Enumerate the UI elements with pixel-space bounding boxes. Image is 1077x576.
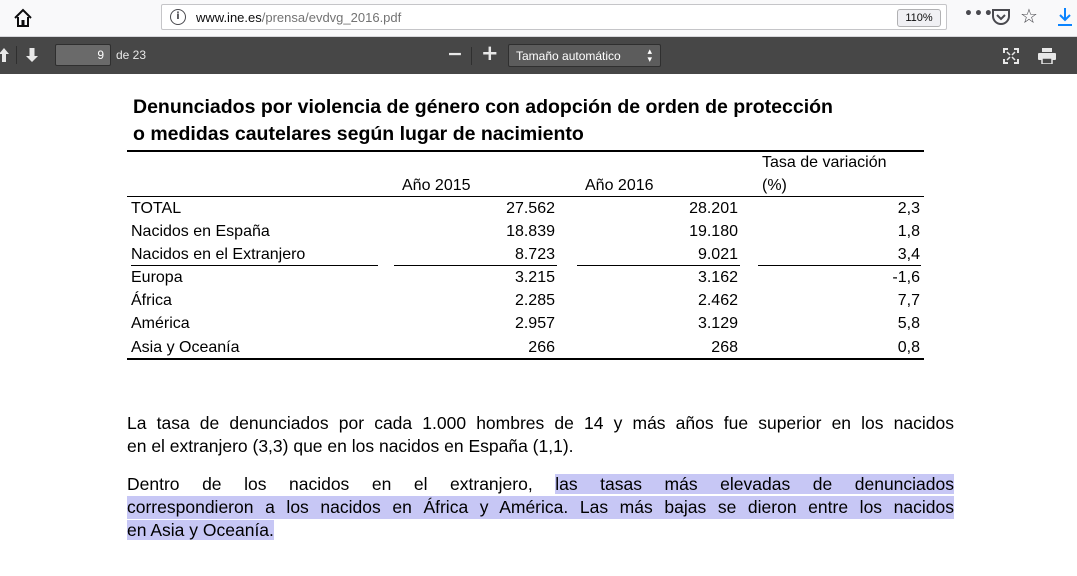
cell-variation: 2,3 — [897, 200, 920, 217]
table-bottom-rule — [127, 358, 924, 360]
paragraph-2-text: Dentro de los nacidos en el extranjero, — [127, 474, 556, 494]
paragraph-1 — [127, 412, 954, 458]
subtotal-rule-2015 — [394, 265, 557, 266]
cell-2015: 2.957 — [514, 315, 555, 332]
browser-toolbar — [0, 0, 1077, 37]
bookmark-star-icon[interactable]: ☆ — [1020, 4, 1038, 28]
print-icon[interactable] — [1038, 48, 1056, 64]
highlighted-text: correspondieron a los nacidos en África y América. Las más bajas se dieron entre los nacidos — [127, 497, 954, 517]
header-year-2015: Año 2015 — [402, 177, 471, 194]
row-label: TOTAL — [131, 200, 182, 217]
url-domain: www.ine.es — [196, 10, 262, 25]
toolbar-divider — [16, 46, 17, 64]
home-icon[interactable] — [12, 7, 34, 29]
subtotal-rule-label — [131, 265, 378, 266]
paragraph-1-line-1: La tasa de denunciados por cada 1.000 hombres de 14 y más años fue superior en los nacidos — [127, 413, 954, 433]
row-label: Asia y Oceanía — [131, 339, 240, 356]
subtotal-rule-2016 — [577, 265, 740, 266]
subtotal-rule-variation — [758, 265, 921, 266]
row-label: África — [131, 292, 172, 309]
previous-page-icon[interactable] — [0, 47, 10, 63]
zoom-select[interactable] — [508, 44, 661, 67]
presentation-mode-icon[interactable] — [1003, 48, 1019, 64]
cell-2016: 2.462 — [697, 292, 738, 309]
cell-variation: 3,4 — [897, 246, 920, 263]
row-label: América — [131, 315, 190, 332]
paragraph-2-line-1 — [127, 473, 954, 496]
cell-2016: 9.021 — [697, 246, 738, 263]
toolbar-divider — [471, 47, 472, 65]
zoom-out-icon[interactable]: − — [447, 43, 463, 65]
cell-2016: 3.129 — [697, 315, 738, 332]
cell-variation: -1,6 — [892, 269, 920, 286]
cell-2016: 268 — [711, 339, 738, 356]
header-variation-rate: Tasa de variación — [762, 154, 887, 171]
url-bar[interactable] — [161, 4, 947, 30]
row-label: Europa — [131, 269, 183, 286]
cell-2016: 19.180 — [689, 223, 738, 240]
cell-variation: 0,8 — [897, 339, 920, 356]
next-page-icon[interactable] — [25, 47, 39, 63]
title-line-2: o medidas cautelares según lugar de nacimiento — [133, 123, 584, 145]
cell-2016: 28.201 — [689, 200, 738, 217]
cell-2015: 266 — [528, 339, 555, 356]
download-icon[interactable] — [1056, 7, 1074, 27]
zoom-select-value: Tamaño automático — [516, 49, 621, 63]
paragraph-1-line-2: en el extranjero (3,3) que en los nacidos en España (1,1). — [127, 436, 574, 456]
cell-variation: 5,8 — [897, 315, 920, 332]
page-count-label: de 23 — [116, 48, 147, 62]
cell-2015: 8.723 — [514, 246, 555, 263]
cell-2015: 3.215 — [514, 269, 555, 286]
url-path: /prensa/evdvg_2016.pdf — [261, 10, 402, 25]
zoom-level-badge[interactable]: 110% — [897, 9, 941, 27]
highlighted-text: las tasas más elevadas de denunciados — [555, 474, 954, 494]
cell-2015: 18.839 — [506, 223, 555, 240]
header-year-2016: Año 2016 — [585, 177, 654, 194]
row-label: Nacidos en el Extranjero — [131, 246, 306, 263]
highlighted-text: en Asia y Oceanía. — [127, 520, 274, 540]
page-number-input[interactable]: 9 — [55, 44, 111, 66]
cell-2015: 2.285 — [514, 292, 555, 309]
paragraph-2 — [127, 473, 954, 542]
header-rule — [127, 196, 924, 197]
page-actions-icon[interactable]: ••• — [964, 6, 994, 22]
table-title — [133, 94, 833, 148]
info-icon[interactable]: i — [170, 9, 186, 25]
paragraph-2-line-3 — [127, 519, 954, 542]
cell-variation: 7,7 — [897, 292, 920, 309]
url-text[interactable] — [196, 10, 401, 25]
title-line-1: Denunciados por violencia de género con adopción de orden de protección — [133, 96, 833, 118]
row-label: Nacidos en España — [131, 223, 270, 240]
cell-variation: 1,8 — [897, 223, 920, 240]
pdf-page — [0, 74, 1077, 576]
cell-2016: 3.162 — [697, 269, 738, 286]
zoom-in-icon[interactable]: + — [481, 41, 499, 65]
select-arrows-icon: ▴ ▾ — [647, 46, 652, 64]
pocket-icon[interactable] — [991, 8, 1011, 26]
header-percent: (%) — [762, 177, 787, 194]
cell-2015: 27.562 — [506, 200, 555, 217]
pdf-toolbar — [0, 37, 1077, 74]
table-top-rule — [127, 150, 924, 152]
